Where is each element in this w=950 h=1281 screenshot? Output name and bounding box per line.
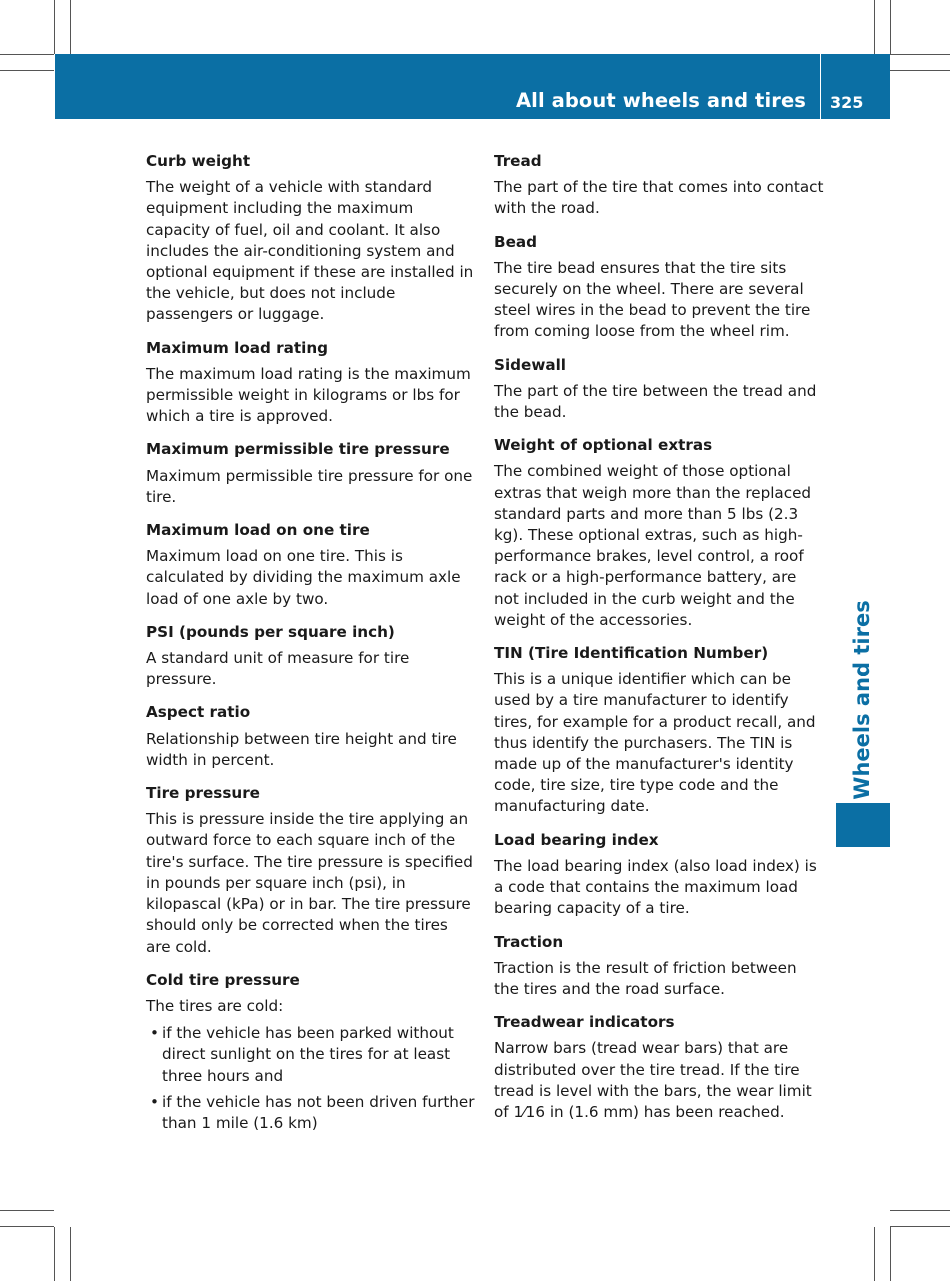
crop-mark <box>0 1210 54 1211</box>
bullet-text: if the vehicle has not been driven further than 1 mile (1.6 km) <box>162 1092 475 1132</box>
definition-text: This is pressure inside the tire applying an outward force to each square inch of the tire's surface. The tire pressure is specified in pounds per square inch (psi), in kilopascal (kPa) or in bar. The tire pressure should only be corrected when the tires are cold. <box>146 810 473 956</box>
definition-text: The tires are cold: <box>146 996 284 1015</box>
crop-mark <box>70 1227 71 1281</box>
bullet-text: if the vehicle has been parked without direct sunlight on the tires for at least three hours and <box>162 1024 454 1085</box>
definition-text: The combined weight of those optional extras that weigh more than the replaced standard parts and more than 5 lbs (2.3 kg). These optional extras, such as high-performance brakes, level control, a roof rack or a high-performance battery, are not included in the curb weight and the weight of the accessories. <box>494 462 812 629</box>
crop-mark <box>54 0 55 54</box>
page-number-box <box>821 54 890 119</box>
term-heading: Weight of optional extras <box>494 436 713 455</box>
term-heading: Maximum permissible tire pressure <box>146 440 450 459</box>
crop-mark <box>874 0 875 54</box>
definition-text: The maximum load rating is the maximum permissible weight in kilograms or lbs for which a tire is approved. <box>146 364 471 426</box>
bullet-icon: • <box>150 1024 159 1043</box>
definition-text: This is a unique identifier which can be used by a tire manufacturer to identify tires, for example for a product recall, and thus identify the purchasers. The TIN is made up of the manufacturer's identity code, tire size, tire type code and the manufacturing date. <box>494 670 816 816</box>
left-column <box>146 151 476 1139</box>
page-title: All about wheels and tires <box>515 89 806 112</box>
crop-mark <box>890 0 891 54</box>
definition-text: Maximum load on one tire. This is calculated by dividing the maximum axle load of one axle by two. <box>146 547 461 608</box>
definition-text: The weight of a vehicle with standard equipment including the maximum capacity of fuel, oil and coolant. It also includes the air-conditioning system and optional equipment if these are installed in the vehicle, but does not include passengers or luggage. <box>146 178 474 324</box>
term-heading: Maximum load on one tire <box>146 521 370 540</box>
definition-text: Relationship between tire height and tire width in percent. <box>146 729 457 769</box>
crop-mark <box>890 1227 891 1281</box>
term-heading: Maximum load rating <box>146 338 329 357</box>
right-column <box>494 151 824 1135</box>
crop-mark <box>0 54 54 55</box>
term-heading: Cold tire pressure <box>146 970 300 989</box>
bullet-list <box>146 1023 476 1134</box>
cold-tire-pressure-section <box>146 970 476 1134</box>
crop-mark <box>890 1210 950 1211</box>
crop-mark <box>70 0 71 54</box>
term-heading: Treadwear indicators <box>494 1013 675 1032</box>
crop-mark <box>874 1227 875 1281</box>
term-heading: Tire pressure <box>146 784 260 803</box>
crop-mark <box>0 70 54 71</box>
header-bar <box>55 54 820 119</box>
term-heading: Aspect ratio <box>146 703 251 722</box>
chapter-tab-label: Wheels and tires <box>850 600 874 800</box>
page-number: 325 <box>830 93 864 112</box>
bullet-icon: • <box>150 1092 159 1111</box>
crop-mark <box>890 1226 950 1227</box>
list-item <box>146 1023 476 1087</box>
definition-text: Traction is the result of friction between the tires and the road surface. <box>494 958 797 998</box>
definition-text: The part of the tire that comes into contact with the road. <box>494 178 824 218</box>
term-heading: Bead <box>494 232 537 251</box>
crop-mark <box>54 1227 55 1281</box>
definition-text: Maximum permissible tire pressure for one tire. <box>146 466 473 506</box>
term-heading: TIN (Tire Identification Number) <box>494 644 769 663</box>
term-heading: Load bearing index <box>494 830 659 849</box>
crop-mark <box>890 70 950 71</box>
list-item <box>146 1092 476 1134</box>
right-definitions <box>494 151 824 1123</box>
definition-text: The load bearing index (also load index) is a code that contains the maximum load bearing capacity of a tire. <box>494 856 817 918</box>
term-heading: Tread <box>494 152 542 170</box>
left-definitions <box>146 151 476 958</box>
term-heading: PSI (pounds per square inch) <box>146 622 395 641</box>
crop-mark <box>890 54 950 55</box>
chapter-tab-marker <box>836 803 890 847</box>
crop-mark <box>0 1226 54 1227</box>
term-heading: Curb weight <box>146 152 251 170</box>
definition-text: The tire bead ensures that the tire sits securely on the wheel. There are several steel wires in the bead to prevent the tire from coming loose from the wheel rim. <box>494 258 811 341</box>
term-heading: Sidewall <box>494 355 567 374</box>
definition-text: The part of the tire between the tread and the bead. <box>494 381 817 422</box>
definition-text: A standard unit of measure for tire pressure. <box>146 649 410 689</box>
term-heading: Traction <box>494 932 564 951</box>
definition-text: Narrow bars (tread wear bars) that are distributed over the tire tread. If the tire tread is level with the bars, the wear limit of 1⁄16 in (1.6 mm) has been reached. <box>494 1039 812 1121</box>
